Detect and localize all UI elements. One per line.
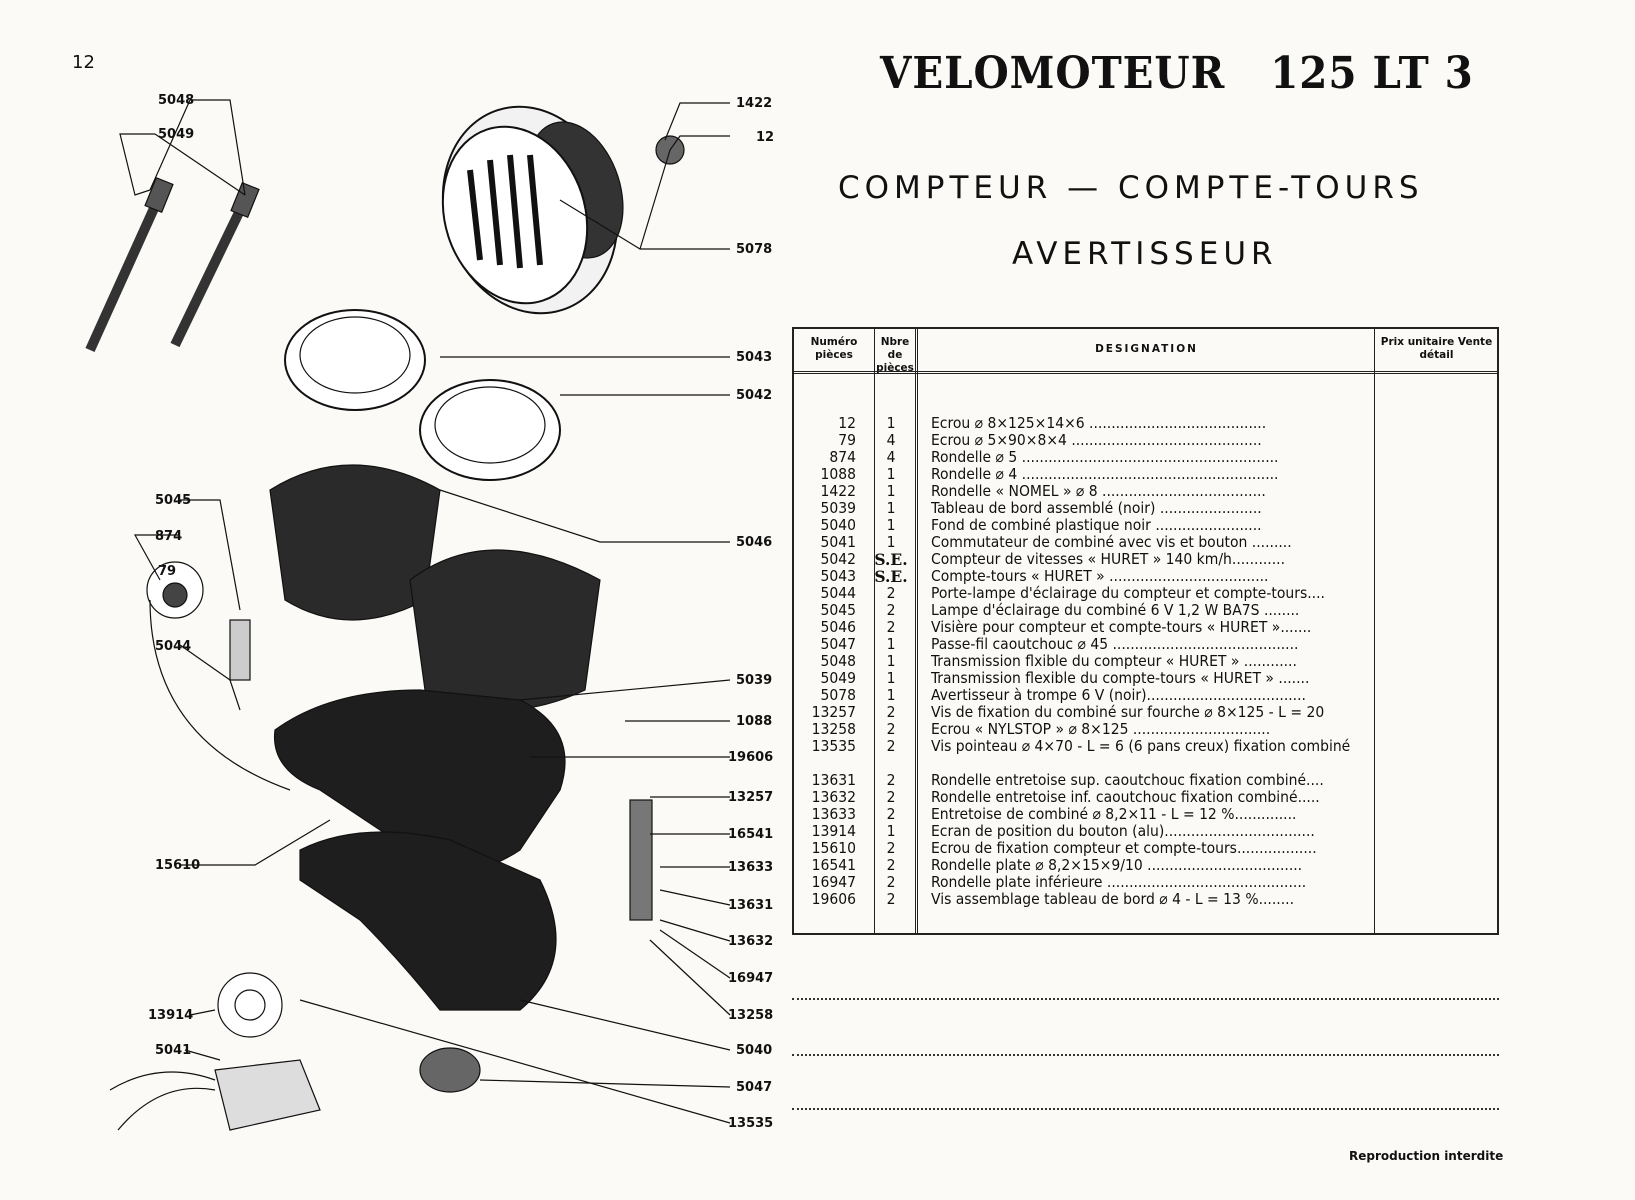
section-subtitle-2: AVERTISSEUR — [1012, 236, 1278, 272]
part-designation: Rondelle entretoise inf. caoutchouc fixation combiné..... — [931, 789, 1320, 806]
header-nbre: Nbre de pièces — [876, 336, 914, 374]
callout-5044: 5044 — [155, 639, 192, 654]
part-number: 13258 — [811, 720, 856, 738]
part-designation: Entretoise de combiné ⌀ 8,2×11 - L = 12 %.............. — [931, 806, 1297, 823]
callout-13631: 13631 — [728, 898, 774, 913]
part-number: 5048 — [820, 652, 856, 670]
callout-16947: 16947 — [728, 971, 774, 986]
part-designation: Lampe d'éclairage du combiné 6 V 1,2 W BA7S ........ — [931, 602, 1300, 619]
part-number: 5039 — [820, 499, 856, 517]
table-row — [794, 789, 1497, 806]
part-designation: Rondelle plate ⌀ 8,2×15×9/10 ................................... — [931, 857, 1303, 874]
table-row — [794, 432, 1497, 449]
part-quantity: 1 — [886, 669, 896, 687]
table-row — [794, 483, 1497, 500]
table-row — [794, 415, 1497, 432]
part-quantity: 2 — [886, 856, 896, 874]
parts-table — [792, 327, 1499, 935]
part-quantity: S.E. — [874, 567, 908, 586]
callout-1422: 1422 — [736, 96, 773, 111]
part-quantity: 2 — [886, 618, 896, 636]
part-number: 13535 — [811, 737, 856, 755]
table-row — [794, 619, 1497, 636]
part-designation: Vis de fixation du combiné sur fourche ⌀ 8×125 - L = 20 — [931, 704, 1325, 721]
callout-13914: 13914 — [148, 1008, 194, 1023]
callout-5041: 5041 — [155, 1043, 192, 1058]
table-row — [794, 449, 1497, 466]
callout-12: 12 — [756, 130, 775, 145]
part-quantity: 2 — [886, 737, 896, 755]
part-quantity: 2 — [886, 703, 896, 721]
part-number: 5049 — [820, 669, 856, 687]
part-designation: Tableau de bord assemblé (noir) ....................... — [931, 500, 1262, 517]
part-number: 5040 — [820, 516, 856, 534]
part-quantity: 2 — [886, 839, 896, 857]
part-designation: Visière pour compteur et compte-tours « HURET »....... — [931, 619, 1312, 636]
exploded-parts-diagram — [0, 0, 790, 1200]
callout-13633: 13633 — [728, 860, 774, 875]
callout-13258: 13258 — [728, 1008, 774, 1023]
part-designation: Rondelle « NOMEL » ⌀ 8 ..................................... — [931, 483, 1266, 500]
part-quantity: 2 — [886, 788, 896, 806]
callout-13535: 13535 — [728, 1116, 774, 1131]
part-designation: Ecran de position du bouton (alu).................................. — [931, 823, 1315, 840]
callout-13257: 13257 — [728, 790, 774, 805]
table-row — [794, 466, 1497, 483]
blank-line-2 — [792, 1054, 1499, 1056]
part-quantity: 1 — [886, 499, 896, 517]
part-designation: Rondelle ⌀ 5 .......................................................... — [931, 449, 1279, 466]
part-quantity: S.E. — [874, 550, 908, 569]
callout-5039: 5039 — [736, 673, 773, 688]
part-designation: Ecrou ⌀ 5×90×8×4 ........................................... — [931, 432, 1262, 449]
table-row — [794, 534, 1497, 551]
table-row — [794, 568, 1497, 585]
header-numero: Numéro pièces — [810, 336, 858, 361]
part-designation: Rondelle entretoise sup. caoutchouc fixation combiné.... — [931, 772, 1324, 789]
blank-line-3 — [792, 1108, 1499, 1110]
page-number: 12 — [72, 52, 95, 73]
callout-874: 874 — [155, 529, 183, 544]
table-row — [794, 636, 1497, 653]
part-number: 16947 — [811, 873, 856, 891]
part-number: 13633 — [811, 805, 856, 823]
part-number: 5045 — [820, 601, 856, 619]
part-designation: Transmission flexible du compte-tours « HURET » ....... — [931, 670, 1310, 687]
part-number: 5041 — [820, 533, 856, 551]
part-quantity: 1 — [886, 482, 896, 500]
part-designation: Compte-tours « HURET » .................................... — [931, 568, 1269, 585]
table-row — [794, 687, 1497, 704]
part-designation: Rondelle plate inférieure ............................................. — [931, 874, 1307, 891]
part-number: 13257 — [811, 703, 856, 721]
part-quantity: 1 — [886, 414, 896, 432]
part-number: 5043 — [820, 567, 856, 585]
part-number: 13914 — [811, 822, 856, 840]
table-row — [794, 585, 1497, 602]
part-number: 16541 — [811, 856, 856, 874]
part-quantity: 1 — [886, 686, 896, 704]
blank-line-1 — [792, 998, 1499, 1000]
part-number: 13632 — [811, 788, 856, 806]
callout-13632: 13632 — [728, 934, 774, 949]
callout-5049: 5049 — [158, 127, 195, 142]
part-quantity: 1 — [886, 516, 896, 534]
part-designation: Ecrou ⌀ 8×125×14×6 ........................................ — [931, 415, 1267, 432]
part-number: 1088 — [820, 465, 856, 483]
callout-5043: 5043 — [736, 350, 773, 365]
callout-5048: 5048 — [158, 93, 195, 108]
part-quantity: 2 — [886, 890, 896, 908]
part-designation: Compteur de vitesses « HURET » 140 km/h............ — [931, 551, 1286, 568]
part-quantity: 1 — [886, 465, 896, 483]
table-row — [794, 840, 1497, 857]
table-row — [794, 704, 1497, 721]
callout-5047: 5047 — [736, 1080, 773, 1095]
parts-rows — [794, 415, 1497, 908]
table-row — [794, 806, 1497, 823]
table-row — [794, 500, 1497, 517]
part-number: 5044 — [820, 584, 856, 602]
callout-5040: 5040 — [736, 1043, 773, 1058]
callout-15610: 15610 — [155, 858, 201, 873]
header-designation: DESIGNATION — [1095, 343, 1198, 355]
part-number: 19606 — [811, 890, 856, 908]
part-number: 5046 — [820, 618, 856, 636]
part-designation: Vis assemblage tableau de bord ⌀ 4 - L = 13 %........ — [931, 891, 1294, 908]
table-row — [794, 551, 1497, 568]
callout-19606: 19606 — [728, 750, 774, 765]
section-subtitle: COMPTEUR — COMPTE-TOURS — [838, 170, 1424, 206]
part-number: 5042 — [820, 550, 856, 568]
part-number: 12 — [838, 414, 856, 432]
table-row — [794, 517, 1497, 534]
callout-16541: 16541 — [728, 827, 774, 842]
table-row — [794, 823, 1497, 840]
callout-79: 79 — [158, 564, 177, 579]
part-designation: Transmission flxible du compteur « HURET » ............ — [931, 653, 1297, 670]
part-designation: Ecrou de fixation compteur et compte-tours.................. — [931, 840, 1317, 857]
part-quantity: 1 — [886, 533, 896, 551]
part-designation: Vis pointeau ⌀ 4×70 - L = 6 (6 pans creux) fixation combiné — [931, 738, 1351, 755]
part-designation: Fond de combiné plastique noir ........................ — [931, 517, 1262, 534]
part-number: 874 — [829, 448, 856, 466]
part-quantity: 2 — [886, 805, 896, 823]
part-quantity: 2 — [886, 720, 896, 738]
part-quantity: 1 — [886, 635, 896, 653]
part-quantity: 2 — [886, 873, 896, 891]
header-prix: Prix unitaire Vente détail — [1380, 336, 1493, 361]
table-row — [794, 738, 1497, 772]
table-row — [794, 874, 1497, 891]
part-quantity: 4 — [886, 431, 896, 449]
part-number: 13631 — [811, 771, 856, 789]
table-row — [794, 891, 1497, 908]
part-number: 79 — [838, 431, 856, 449]
table-row — [794, 602, 1497, 619]
table-row — [794, 670, 1497, 687]
part-number: 5047 — [820, 635, 856, 653]
part-designation: Ecrou « NYLSTOP » ⌀ 8×125 ............................... — [931, 721, 1271, 738]
footer-note: Reproduction interdite — [1349, 1149, 1504, 1163]
callout-5042: 5042 — [736, 388, 773, 403]
part-quantity: 4 — [886, 448, 896, 466]
table-row — [794, 772, 1497, 789]
callout-5045: 5045 — [155, 493, 192, 508]
part-quantity: 2 — [886, 584, 896, 602]
part-designation: Rondelle ⌀ 4 .......................................................... — [931, 466, 1279, 483]
part-quantity: 1 — [886, 652, 896, 670]
part-designation: Commutateur de combiné avec vis et bouton ......... — [931, 534, 1292, 551]
part-designation: Avertisseur à trompe 6 V (noir).................................... — [931, 687, 1306, 704]
table-row — [794, 857, 1497, 874]
callout-1088: 1088 — [736, 714, 773, 729]
table-row — [794, 653, 1497, 670]
page-title: VELOMOTEUR 125 LT 3 — [880, 48, 1474, 99]
part-number: 5078 — [820, 686, 856, 704]
callout-5046: 5046 — [736, 535, 773, 550]
table-row — [794, 721, 1497, 738]
part-designation: Porte-lampe d'éclairage du compteur et compte-tours.... — [931, 585, 1325, 602]
part-quantity: 1 — [886, 822, 896, 840]
part-number: 15610 — [811, 839, 856, 857]
part-number: 1422 — [820, 482, 856, 500]
callout-5078: 5078 — [736, 242, 773, 257]
part-quantity: 2 — [886, 771, 896, 789]
part-designation: Passe-fil caoutchouc ⌀ 45 .......................................... — [931, 636, 1299, 653]
part-quantity: 2 — [886, 601, 896, 619]
